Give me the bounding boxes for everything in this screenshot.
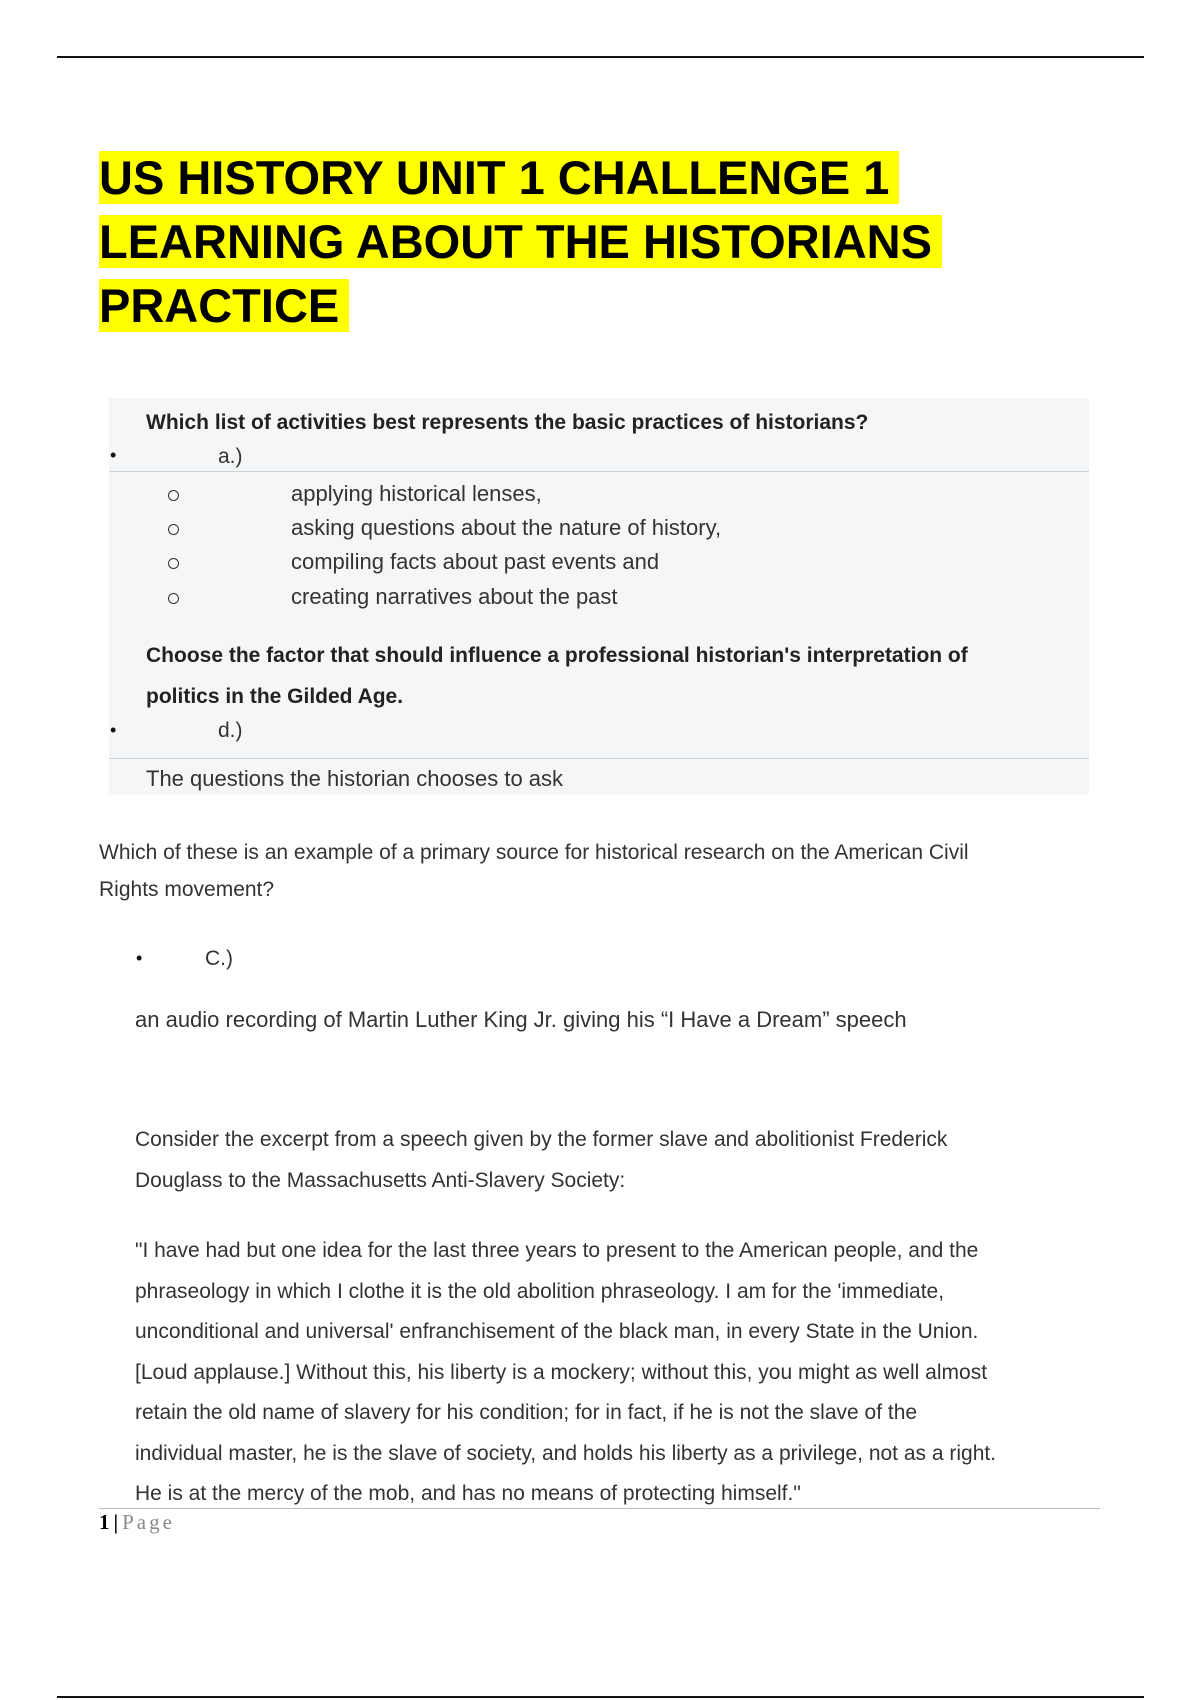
quote-line: unconditional and universal' enfranchisement of the black man, in every State in the Union. xyxy=(135,1320,979,1343)
quote-line: He is at the mercy of the mob, and has no means of protecting himself." xyxy=(135,1482,801,1505)
bullet-icon: • xyxy=(136,948,143,968)
douglass-quote xyxy=(135,1231,1095,1515)
bullet-icon: • xyxy=(110,445,117,465)
top-rule xyxy=(57,56,1144,58)
quote-line: individual master, he is the slave of society, and holds his liberty as a privilege, not as a right. xyxy=(135,1441,997,1465)
list-item xyxy=(168,584,1068,618)
quote-line: phraseology in which I clothe it is the old abolition phraseology. I am for the 'immediate, xyxy=(135,1279,945,1303)
answer-letter-1: a.) xyxy=(218,445,243,468)
quote-line: "I have had but one idea for the last three years to present to the American people, and the xyxy=(135,1239,979,1262)
bullet-icon: • xyxy=(110,720,117,740)
answer-2: The questions the historian chooses to ask xyxy=(146,766,564,791)
bottom-rule xyxy=(57,1696,1144,1698)
question-3 xyxy=(99,834,1099,908)
question-2-line-1: Choose the factor that should influence a professional historian's interpretation of xyxy=(146,644,968,667)
title-line-3: PRACTICE xyxy=(99,279,349,332)
intro-line-2: Douglass to the Massachusetts Anti-Slavery Society: xyxy=(135,1168,626,1192)
circle-bullet-icon xyxy=(168,490,179,501)
quote-line: retain the old name of slavery for his condition; for in fact, if he is not the slave of the xyxy=(135,1401,918,1424)
page-footer xyxy=(99,1510,175,1535)
title-line-1: US HISTORY UNIT 1 CHALLENGE 1 xyxy=(99,151,899,204)
answer-letter-3: C.) xyxy=(205,947,233,970)
question-1: Which list of activities best represents the basic practices of historians? xyxy=(146,411,869,434)
answer-letter-2: d.) xyxy=(218,719,243,742)
list-item-text: asking questions about the nature of history, xyxy=(291,515,722,540)
answer-divider-2 xyxy=(109,758,1089,759)
answer-3: an audio recording of Martin Luther King Jr. giving his “I Have a Dream” speech xyxy=(135,1007,907,1032)
footer-separator: | xyxy=(113,1510,119,1534)
list-item-text: applying historical lenses, xyxy=(291,481,542,506)
list-item xyxy=(168,549,1068,583)
circle-bullet-icon xyxy=(168,593,179,604)
intro-line-1: Consider the excerpt from a speech given by the former slave and abolitionist Frederick xyxy=(135,1128,948,1151)
question-3-line-2: Rights movement? xyxy=(99,878,275,901)
list-item-text: compiling facts about past events and xyxy=(291,549,660,574)
circle-bullet-icon xyxy=(168,558,179,569)
footer-rule xyxy=(99,1508,1100,1509)
page-label: Page xyxy=(122,1510,175,1534)
list-item xyxy=(168,481,1068,515)
list-item xyxy=(168,515,1068,549)
question-4-intro xyxy=(135,1120,1095,1201)
list-item-text: creating narratives about the past xyxy=(291,584,618,609)
circle-bullet-icon xyxy=(168,524,179,535)
question-2 xyxy=(146,635,1066,717)
document-title xyxy=(99,146,1099,338)
answer-divider-1 xyxy=(109,471,1089,472)
question-2-line-2: politics in the Gilded Age. xyxy=(146,685,404,708)
question-3-line-1: Which of these is an example of a primary source for historical research on the American Civil xyxy=(99,841,969,864)
page-number: 1 xyxy=(99,1510,110,1534)
title-line-2: LEARNING ABOUT THE HISTORIANS xyxy=(99,215,942,268)
quote-line: [Loud applause.] Without this, his liberty is a mockery; without this, you might as well almost xyxy=(135,1360,988,1384)
